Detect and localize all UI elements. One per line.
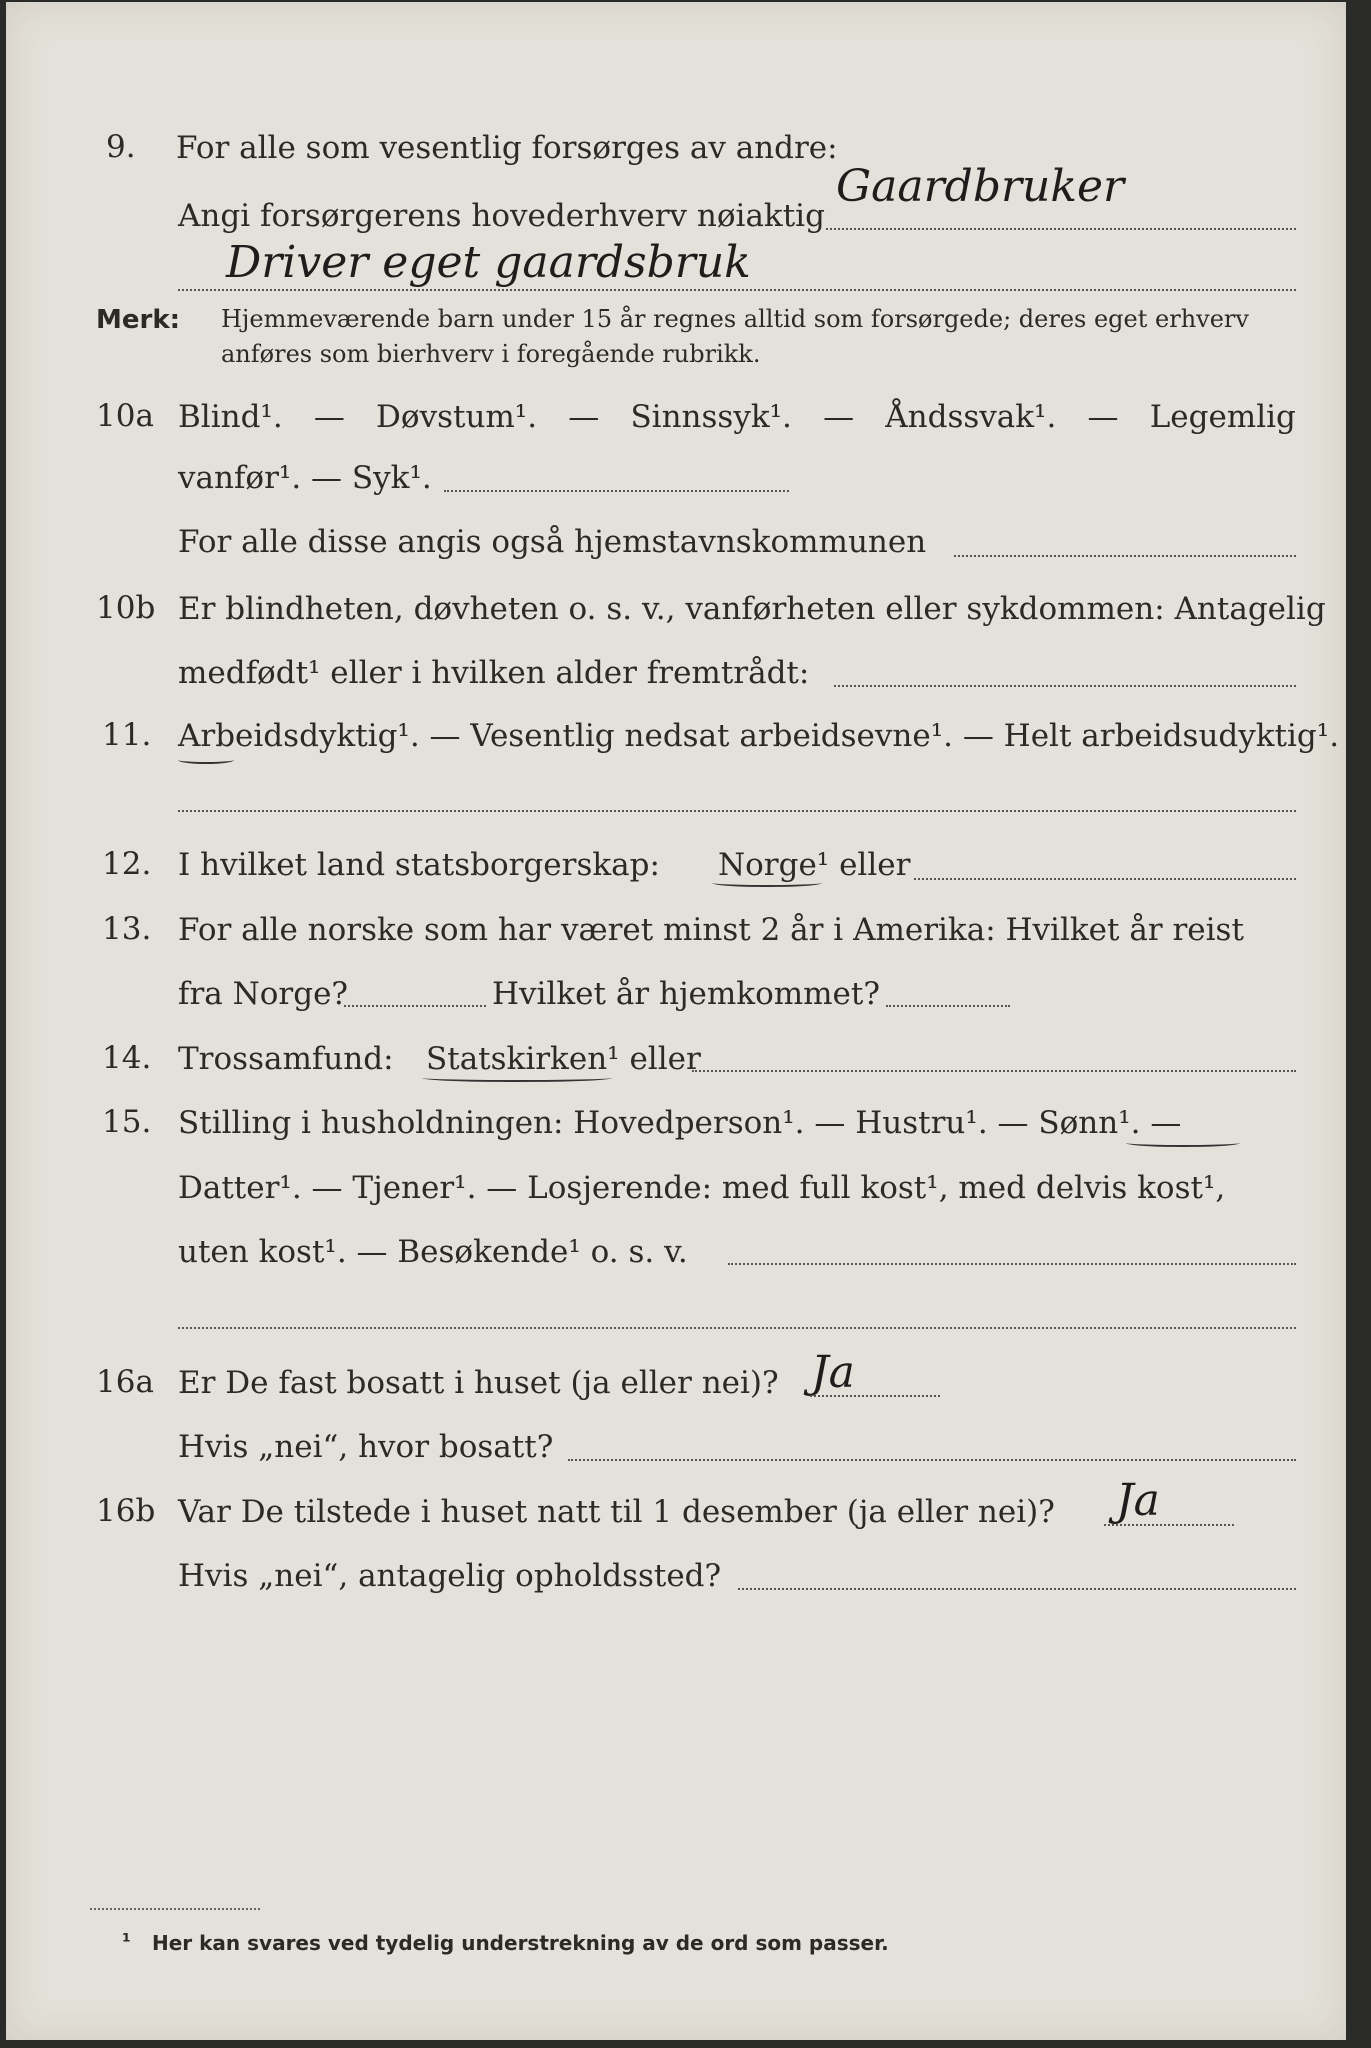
q13-number: 13. xyxy=(102,911,152,947)
q10b-answer-line xyxy=(834,685,1296,687)
q14-line1a: Trossamfund: xyxy=(178,1041,394,1077)
census-form-page xyxy=(6,2,1346,2040)
q13-line1: For alle norske som har været minst 2 år i Amerika: Hvilket år reist xyxy=(178,912,1244,948)
q15-line2: Datter¹. — Tjener¹. — Losjerende: med full kost¹, med delvis kost¹, xyxy=(178,1170,1226,1206)
q16a-bosatt-answer-line xyxy=(568,1459,1296,1461)
q14-answer-line xyxy=(692,1070,1296,1072)
q11-handwritten-underline xyxy=(178,756,234,764)
q10a-line2: vanfør¹. — Syk¹. xyxy=(178,460,432,496)
q15-answer-line2 xyxy=(178,1327,1296,1329)
q14-statskirken-underline xyxy=(422,1074,612,1082)
merk-label: Merk: xyxy=(96,305,181,335)
q9-number: 9. xyxy=(106,129,136,165)
q10a-dash3: — xyxy=(823,399,855,435)
q13-reist-answer-line xyxy=(344,1005,486,1007)
q13-line2b: Hvilket år hjemkommet? xyxy=(492,976,880,1012)
merk-line2: anføres som bierhverv i foregående rubrikk. xyxy=(221,340,761,368)
q11-answer-line xyxy=(178,810,1296,812)
q12-line1b: Norge¹ eller xyxy=(718,847,911,883)
q12-norge-underline xyxy=(712,879,822,887)
q16b-opholdssted-answer-line xyxy=(738,1588,1296,1590)
q10a-dovstum: Døvstum¹. xyxy=(376,399,538,435)
q10a-dash4: — xyxy=(1087,399,1119,435)
q10a-number: 10a xyxy=(96,398,154,434)
q13-hjemkommet-answer-line xyxy=(886,1005,1010,1007)
q9-answer-line2 xyxy=(178,289,1296,291)
q16b-answer-line xyxy=(1104,1524,1234,1526)
q15-number: 15. xyxy=(102,1104,152,1140)
q9-handwritten-answer2: Driver eget gaardsbruk xyxy=(226,237,751,288)
q12-number: 12. xyxy=(102,846,152,882)
q12-line1a: I hvilket land statsborgerskap: xyxy=(178,847,660,883)
q10a-legemlig: Legemlig xyxy=(1149,399,1296,435)
q15-answer-line1 xyxy=(728,1263,1296,1265)
q16b-line2: Hvis „nei“, antagelig opholdssted? xyxy=(178,1558,722,1594)
q9-handwritten-answer1: Gaardbruker xyxy=(836,161,1125,212)
merk-line1: Hjemmeværende barn under 15 år regnes alltid som forsørgede; deres eget erhverv xyxy=(221,305,1249,333)
q14-number: 14. xyxy=(102,1040,152,1076)
q10a-line3: For alle disse angis også hjemstavnskommunen xyxy=(178,524,927,560)
q16a-handwritten-answer: Ja xyxy=(811,1347,855,1398)
q10a-syk-answer-line xyxy=(444,490,789,492)
q16b-handwritten-answer: Ja xyxy=(1116,1475,1160,1526)
q10a-sinnssyk: Sinnssyk¹. xyxy=(630,399,792,435)
q10a-line1 xyxy=(178,397,1296,437)
footnote-text: Her kan svares ved tydelig understrekning av de ord som passer. xyxy=(152,1931,889,1955)
q10a-blind: Blind¹. xyxy=(178,399,283,435)
q9-line1: For alle som vesentlig forsørges av andre: xyxy=(176,130,838,166)
q16b-number: 16b xyxy=(96,1493,156,1529)
footnote-mark: ¹ xyxy=(122,1929,131,1953)
q10a-andssvak: Åndssvak¹. xyxy=(885,399,1057,435)
q14-line1b: Statskirken¹ eller xyxy=(426,1041,701,1077)
q16a-number: 16a xyxy=(96,1364,154,1400)
q9-line2: Angi forsørgerens hovederhverv nøiaktig xyxy=(178,198,825,234)
q13-line2a: fra Norge? xyxy=(178,976,349,1012)
q10a-dash1: — xyxy=(313,399,345,435)
q16b-line1: Var De tilstede i huset natt til 1 desember (ja eller nei)? xyxy=(178,1494,1055,1530)
q11-number: 11. xyxy=(102,717,152,753)
q10b-line2: medfødt¹ eller i hvilken alder fremtrådt: xyxy=(178,655,810,691)
q10b-number: 10b xyxy=(96,590,156,626)
q10b-line1: Er blindheten, døvheten o. s. v., vanførheten eller sykdommen: Antagelig xyxy=(178,591,1326,627)
q16a-answer-line xyxy=(810,1395,940,1397)
q10a-dash2: — xyxy=(568,399,600,435)
q10a-hjemstavn-answer-line xyxy=(954,555,1296,557)
q12-answer-line xyxy=(914,878,1296,880)
q16a-line1: Er De fast bosatt i huset (ja eller nei)? xyxy=(178,1365,779,1401)
q15-line3: uten kost¹. — Besøkende¹ o. s. v. xyxy=(178,1234,688,1270)
footnote-separator xyxy=(90,1908,260,1910)
q11-line1: Arbeidsdyktig¹. — Vesentlig nedsat arbeidsevne¹. — Helt arbeidsudyktig¹. xyxy=(178,718,1340,754)
q15-line1: Stilling i husholdningen: Hovedperson¹. — Hustru¹. — Sønn¹. — xyxy=(178,1105,1182,1141)
q9-answer-line1 xyxy=(826,228,1296,230)
q15-sonn-underline xyxy=(1126,1139,1240,1147)
q16a-line2: Hvis „nei“, hvor bosatt? xyxy=(178,1429,554,1465)
